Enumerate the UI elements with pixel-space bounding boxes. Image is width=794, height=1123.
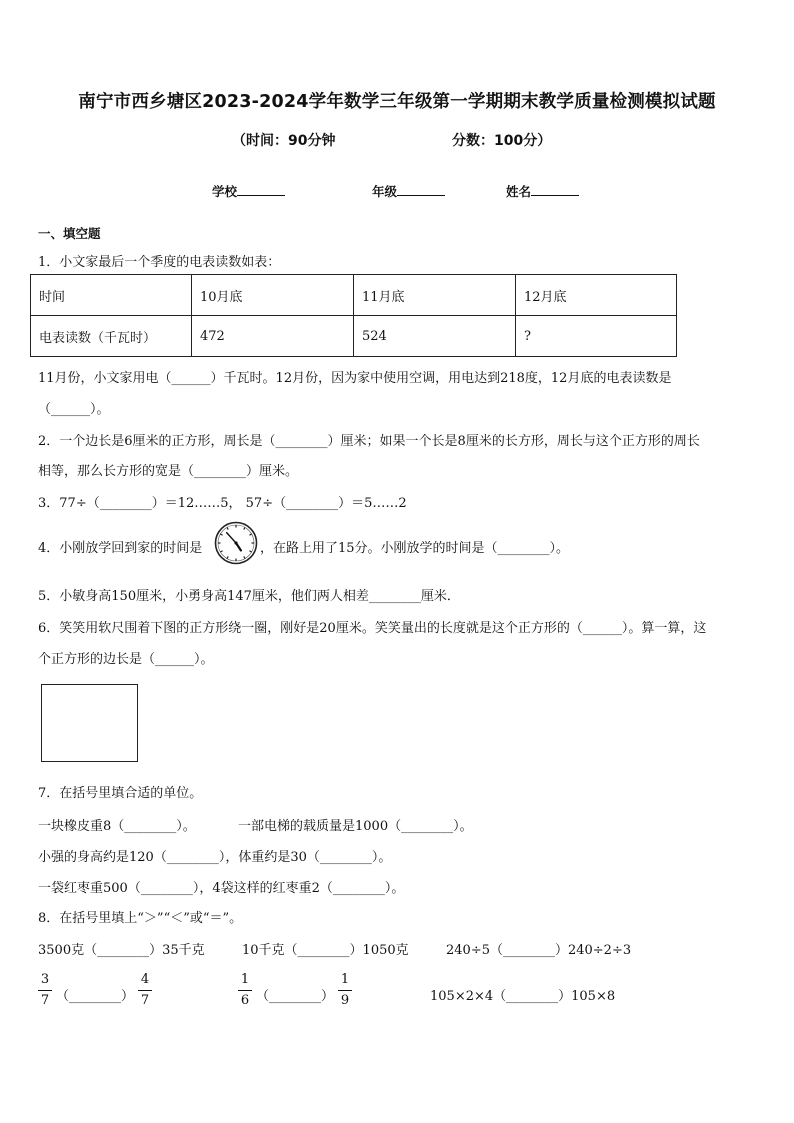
table-cell: 524 — [354, 316, 516, 357]
grade-blank[interactable] — [397, 183, 445, 196]
numerator: 1 — [340, 972, 350, 987]
table-cell: ? — [516, 316, 677, 357]
q4-before: 4．小刚放学回到家的时间是 — [38, 541, 203, 556]
numerator: 4 — [140, 972, 150, 987]
table-row — [31, 275, 677, 316]
square-figure — [41, 684, 138, 762]
q5: 5．小敏身高150厘米，小勇身高147厘米，他们两人相差________厘米． — [38, 589, 460, 604]
table-cell: 12月底 — [516, 275, 677, 316]
meter-table — [30, 274, 677, 357]
q7-b: 一部电梯的载质量是1000（________）。 — [238, 819, 473, 834]
fraction-3-7 — [38, 972, 52, 1009]
q8-r1b: 10千克（________）1050克 — [242, 943, 409, 958]
table-cell: 10月底 — [192, 275, 354, 316]
numerator: 1 — [240, 972, 250, 987]
q1-stem: 1．小文家最后一个季度的电表读数如表： — [38, 255, 281, 270]
name-field[interactable] — [506, 182, 579, 200]
q8-r2c: 105×2×4（________）105×8 — [430, 989, 616, 1004]
q6-line1: 6．笑笑用软尺围着下图的正方形绕一圈，刚好是20厘米。笑笑量出的长度就是这个正方形的（______）。算一算，这 — [38, 621, 707, 636]
q7-d: 一袋红枣重500（________），4袋这样的红枣重2（________）。 — [38, 881, 405, 896]
q8-r1c: 240÷5（________）240÷2÷3 — [446, 943, 632, 958]
q8-f2-blank: （________） — [256, 989, 335, 1004]
table-cell: 时间 — [31, 275, 192, 316]
school-blank[interactable] — [237, 183, 285, 196]
denominator: 6 — [240, 993, 250, 1008]
fraction-1-6 — [238, 972, 252, 1009]
name-label: 姓名 — [506, 184, 532, 199]
name-blank[interactable] — [531, 183, 579, 196]
school-label: 学校 — [212, 184, 238, 199]
fraction-4-7 — [138, 972, 152, 1009]
table-row — [31, 316, 677, 357]
denominator: 7 — [140, 993, 150, 1008]
q8-stem: 8．在括号里填上“＞”“＜”或“＝”。 — [38, 911, 243, 926]
q7-a: 一块橡皮重8（________）。 — [38, 819, 196, 834]
q4-after: ，在路上用了15分。小刚放学的时间是（________）。 — [260, 541, 570, 556]
table-cell: 电表读数（千瓦时） — [31, 316, 192, 357]
q6-line2: 个正方形的边长是（______）。 — [38, 652, 214, 667]
q7-stem: 7．在括号里填合适的单位。 — [38, 786, 203, 801]
q7-c: 小强的身高约是120（________），体重约是30（________）。 — [38, 850, 392, 865]
fraction-1-9 — [338, 972, 352, 1009]
school-field[interactable] — [212, 182, 285, 200]
table-cell: 11月底 — [354, 275, 516, 316]
exam-score: 分数：100分） — [452, 133, 552, 149]
clock-icon — [214, 521, 258, 565]
table-cell: 472 — [192, 316, 354, 357]
q8-f1-blank: （________） — [56, 989, 135, 1004]
page-title: 南宁市西乡塘区2023-2024学年数学三年级第一学期期末教学质量检测模拟试题 — [78, 92, 716, 112]
q2-line2: 相等，那么长方形的宽是（________）厘米。 — [38, 464, 299, 479]
section-heading: 一、填空题 — [38, 226, 101, 241]
q8-r1a: 3500克（________）35千克 — [38, 943, 205, 958]
grade-field[interactable] — [372, 182, 445, 200]
numerator: 3 — [40, 972, 50, 987]
grade-label: 年级 — [372, 184, 398, 199]
q3: 3．77÷（________）＝12……5， 57÷（________）＝5……2 — [38, 496, 407, 511]
q1-line2: （______）。 — [38, 402, 110, 417]
denominator: 9 — [340, 993, 350, 1008]
q2-line1: 2．一个边长是6厘米的正方形，周长是（________）厘米；如果一个长是8厘米的长方形，周长与这个正方形的周长 — [38, 434, 700, 449]
denominator: 7 — [40, 993, 50, 1008]
q1-line1: 11月份，小文家用电（______）千瓦时。12月份，因为家中使用空调，用电达到218度，12月底的电表读数是 — [38, 371, 672, 386]
exam-time: （时间：90分钟 — [232, 133, 336, 149]
